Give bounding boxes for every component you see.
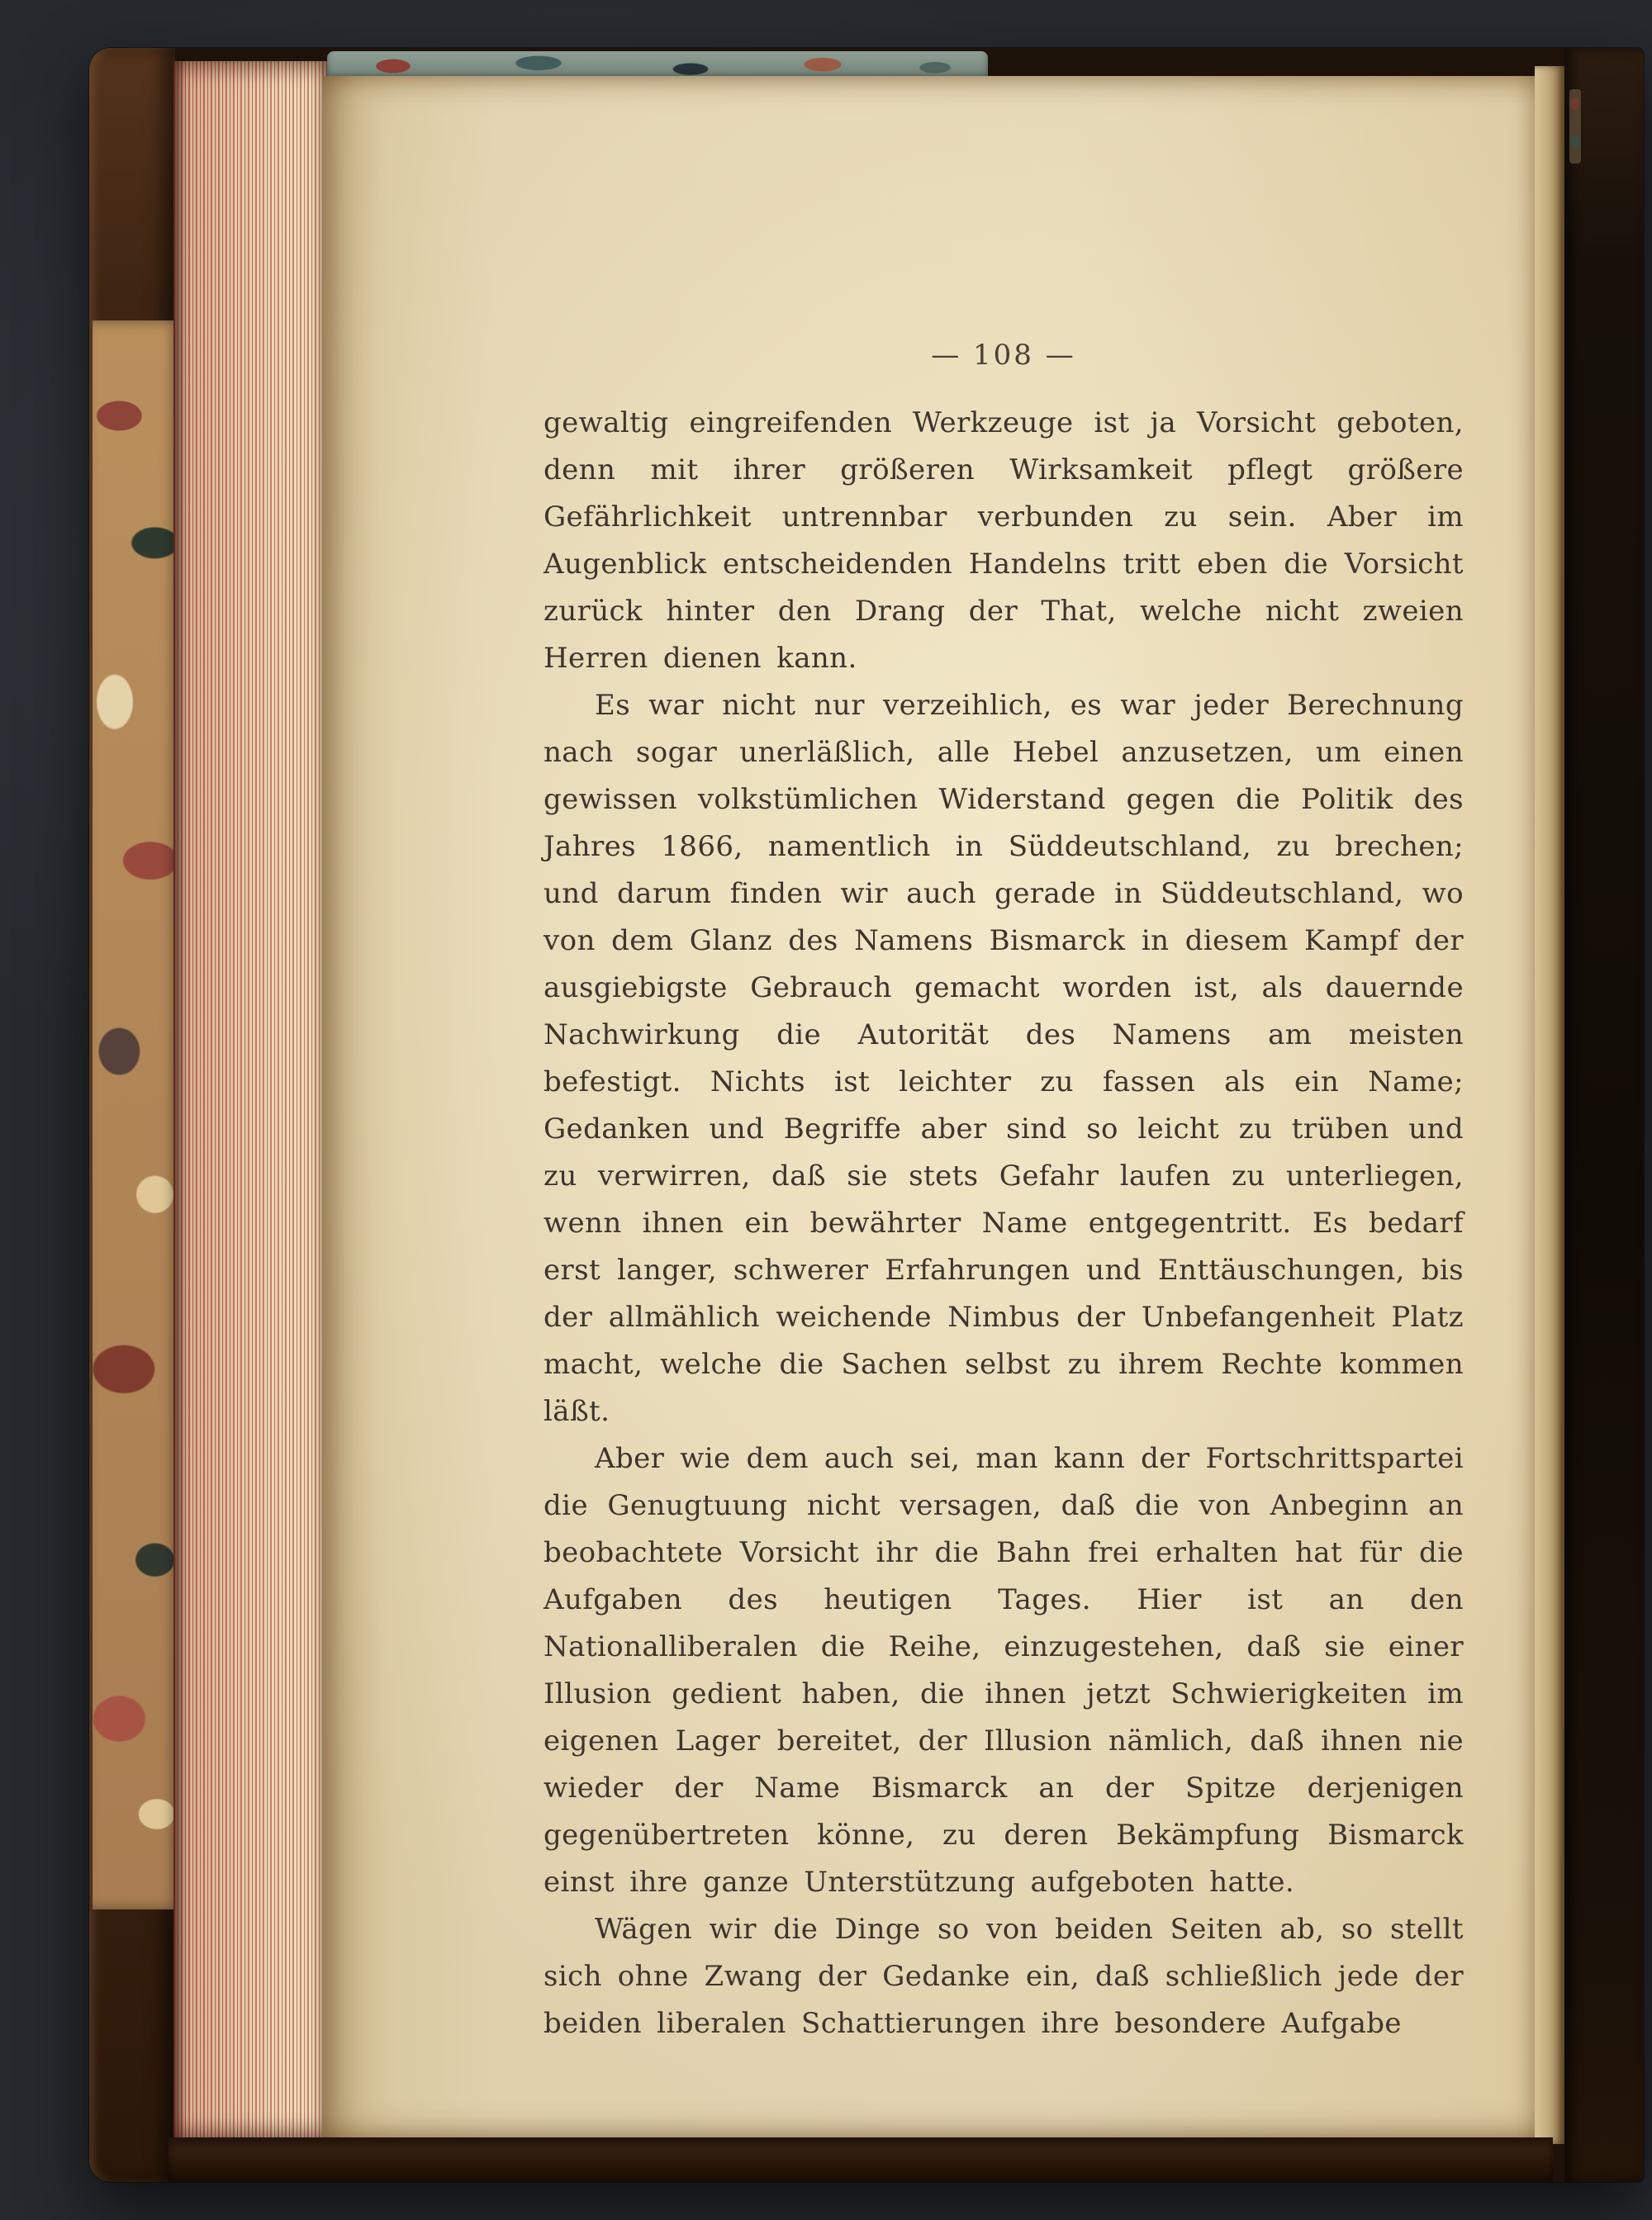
book-page xyxy=(322,76,1535,2137)
paragraph: Wägen wir die Dinge so von beiden Seiten ab, so stellt sich ohne Zwang der Gedanke ein, daß schließlich jede der beiden liberalen Schattierungen ihre besondere Aufgabe xyxy=(544,1913,1464,2040)
right-cover-leather xyxy=(1564,48,1644,2182)
paragraph: gewaltig eingreifenden Werkzeuge ist ja Vorsicht geboten, denn mit ihrer größeren Wirksamkeit pflegt größere Gefährlichkeit untrennbar verbunden zu sein. Aber im Augenblick entscheidenden Handelns tritt eben die Vorsicht zurück hinter den Drang der That, welche nicht zweien Herren dienen kann. xyxy=(544,406,1464,675)
bottom-cover-leather xyxy=(169,2137,1553,2182)
right-page-edge xyxy=(1535,66,1564,2144)
paragraph: Es war nicht nur verzeihlich, es war jeder Berechnung nach sogar unerläßlich, alle Hebel anzusetzen, um einen gewissen volkstümlichen Widerstand gegen die Politik des Jahres 1866, namentlich in Süddeutschland, zu brechen; und darum finden wir auch gerade in Süddeutschland, wo von dem Glanz des Namens Bismarck in diesem Kampf der ausgiebigste Gebrauch gemacht worden ist, als dauernde Nachwirkung die Autorität des Namens am meisten befestigt. Nichts ist leichter zu fassen als ein Name; Gedanken und Begriffe aber sind so leicht zu trüben und zu verwirren, daß sie stets Gefahr laufen zu unterliegen, wenn ihnen ein bewährter Name entgegentritt. Es bedarf erst langer, schwerer Erfahrungen und Enttäuschungen, bis der allmählich weichende Nimbus der Unbefangenheit Platz macht, welche die Sachen selbst zu ihrem Rechte kommen läßt. xyxy=(544,689,1464,1428)
paragraph: Aber wie dem auch sei, man kann der Fortschrittspartei die Genugtuung nicht versagen, daß die von Anbeginn an beobachtete Vorsicht ihr die Bahn frei erhalten hat für die Aufgaben des heutigen Tages. Hier ist an den Nationalliberalen die Reihe, einzugestehen, daß sie einer Illusion gedient haben, die ihnen jetzt Schwierigkeiten im eigenen Lager bereitet, der Illusion nämlich, daß ihnen nie wieder der Name Bismarck an der Spitze derjenigen gegenübertreten könne, zu deren Bekämpfung Bismarck einst ihre ganze Unterstützung aufgeboten hatte. xyxy=(544,1442,1464,1899)
book xyxy=(89,48,1644,2182)
page-number: — 108 — xyxy=(931,339,1076,372)
marbled-board xyxy=(93,320,182,1909)
page-edges-fore-edge xyxy=(173,61,327,2139)
